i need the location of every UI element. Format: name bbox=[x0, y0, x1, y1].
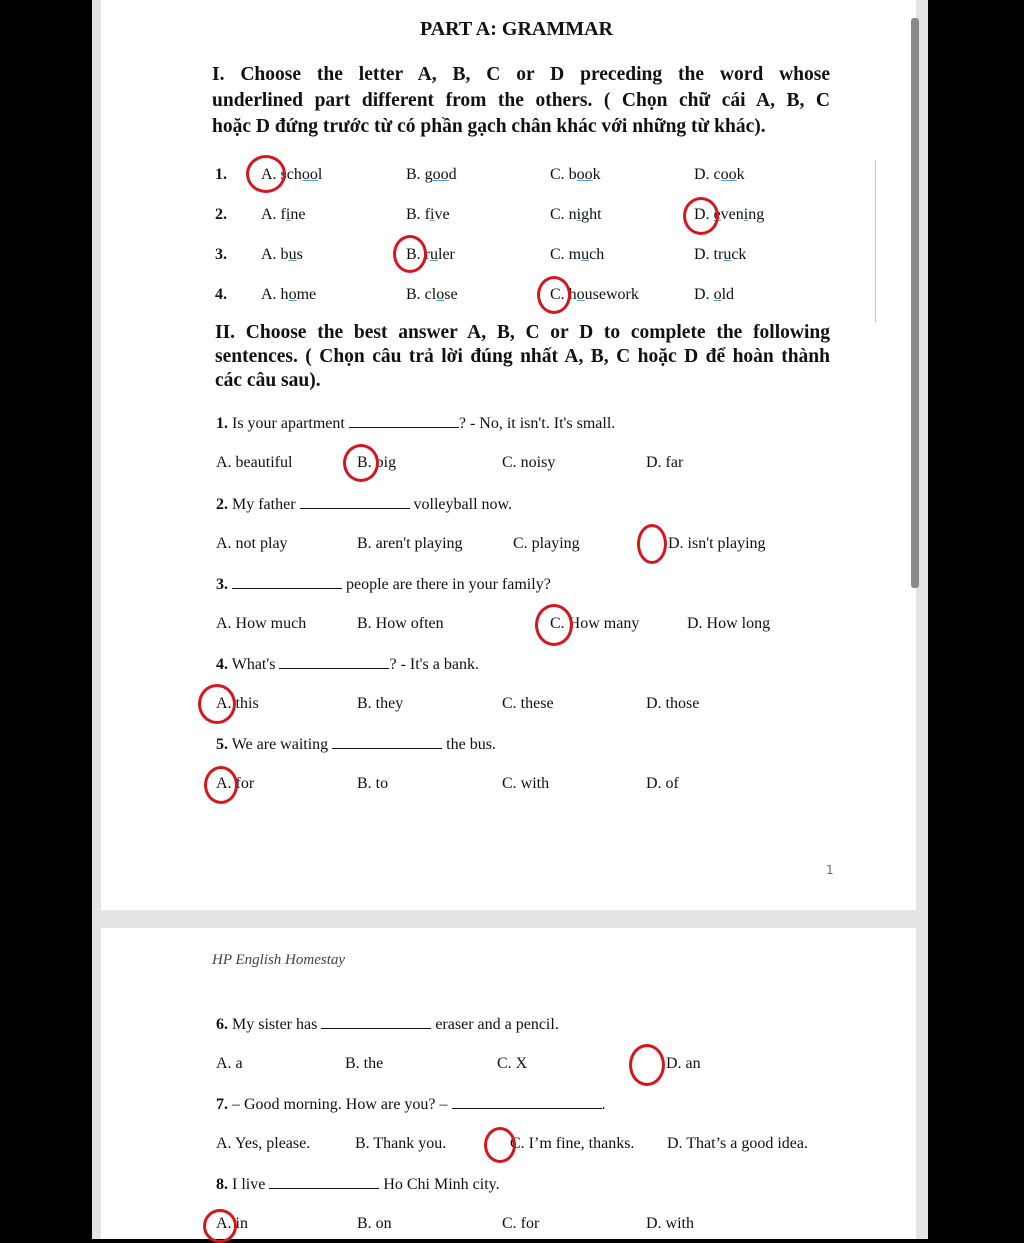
page-number: 1 bbox=[826, 863, 834, 877]
answer-blank[interactable] bbox=[232, 574, 342, 589]
answer-option[interactable]: D. isn't playing bbox=[668, 535, 766, 552]
answer-option[interactable]: B. to bbox=[357, 775, 389, 792]
answer-option[interactable]: D. That’s a good idea. bbox=[667, 1135, 809, 1152]
answer-blank[interactable] bbox=[452, 1094, 602, 1109]
answer-circle-mark bbox=[204, 766, 238, 804]
answer-option[interactable]: B. good bbox=[406, 166, 457, 183]
underlined-part: o bbox=[288, 286, 297, 303]
page-title: PART A: GRAMMAR bbox=[420, 18, 613, 40]
underlined-part: u bbox=[581, 246, 590, 263]
answer-option[interactable]: C. much bbox=[550, 246, 605, 263]
answer-option[interactable]: D. cook bbox=[694, 166, 745, 183]
answer-blank[interactable] bbox=[332, 734, 442, 749]
underlined-part: i bbox=[285, 206, 291, 223]
answer-blank[interactable] bbox=[349, 413, 459, 428]
question-text: 2. My father volleyball now. bbox=[216, 496, 513, 513]
section1-heading-line: underlined part different from the others. ( Chọn chữ cái A, B, C bbox=[212, 90, 830, 111]
question-number: 3. bbox=[216, 576, 228, 593]
underlined-part: oo bbox=[432, 166, 449, 183]
question-number: 4. bbox=[216, 656, 228, 673]
answer-option[interactable]: C. How many bbox=[550, 615, 640, 632]
answer-option[interactable]: C. for bbox=[502, 1215, 540, 1232]
answer-circle-mark bbox=[198, 684, 236, 724]
answer-option[interactable]: B. ruler bbox=[406, 246, 455, 263]
answer-option[interactable]: A. bus bbox=[261, 246, 303, 263]
answer-option[interactable]: A. Yes, please. bbox=[216, 1135, 311, 1152]
answer-option[interactable]: C. I’m fine, thanks. bbox=[510, 1135, 635, 1152]
answer-option[interactable]: D. evening bbox=[694, 206, 765, 223]
answer-option[interactable]: C. housework bbox=[550, 286, 639, 303]
underlined-part: o bbox=[576, 286, 585, 303]
underlined-part: i bbox=[430, 206, 435, 223]
question-text: 7. – Good morning. How are you? – . bbox=[216, 1096, 606, 1113]
answer-circle-mark bbox=[393, 235, 427, 273]
answer-option[interactable]: D. an bbox=[666, 1055, 701, 1072]
question-number: 1. bbox=[216, 415, 228, 432]
answer-circle-mark bbox=[683, 197, 719, 235]
question-text: 3. people are there in your family? bbox=[216, 576, 551, 593]
answer-circle-mark bbox=[535, 604, 573, 646]
answer-option[interactable]: A. home bbox=[261, 286, 317, 303]
answer-option[interactable]: C. these bbox=[502, 695, 554, 712]
underlined-part: i bbox=[576, 206, 582, 223]
section2-heading bbox=[215, 321, 830, 393]
underlined-part: oo bbox=[576, 166, 593, 183]
answer-option[interactable]: A. fine bbox=[261, 206, 306, 223]
underlined-part: o bbox=[436, 286, 445, 303]
question-text: 5. We are waiting the bus. bbox=[216, 736, 496, 753]
question-text: 8. I live Ho Chi Minh city. bbox=[216, 1176, 500, 1193]
answer-option[interactable]: C. night bbox=[550, 206, 602, 223]
answer-option[interactable]: B. on bbox=[357, 1215, 392, 1232]
section1-heading bbox=[212, 62, 830, 140]
question-number: 6. bbox=[216, 1016, 228, 1033]
answer-circle-mark bbox=[246, 155, 286, 193]
section1-heading-line: I. Choose the letter A, B, C or D preceding the word whose bbox=[212, 64, 830, 85]
answer-option[interactable]: C. playing bbox=[513, 535, 580, 552]
underlined-part: u bbox=[723, 246, 732, 263]
answer-circle-mark bbox=[637, 524, 667, 564]
underlined-part: e bbox=[713, 206, 721, 223]
question-number: 7. bbox=[216, 1096, 228, 1113]
answer-circle-mark bbox=[484, 1127, 516, 1163]
answer-blank[interactable] bbox=[321, 1014, 431, 1029]
answer-circle-mark bbox=[343, 444, 379, 482]
answer-option[interactable]: A. this bbox=[216, 695, 259, 712]
answer-option[interactable]: D. far bbox=[646, 454, 684, 471]
answer-option[interactable]: A. in bbox=[216, 1215, 248, 1232]
answer-option[interactable]: B. they bbox=[357, 695, 404, 712]
answer-option[interactable]: B. five bbox=[406, 206, 450, 223]
answer-option[interactable]: C. with bbox=[502, 775, 550, 792]
question-number: 4. bbox=[215, 286, 227, 303]
answer-option[interactable]: A. How much bbox=[216, 615, 307, 632]
answer-blank[interactable] bbox=[279, 654, 389, 669]
answer-option[interactable]: A. for bbox=[216, 775, 255, 792]
question-number: 2. bbox=[216, 496, 228, 513]
section2-heading-line: II. Choose the best answer A, B, C or D to complete the following bbox=[215, 322, 830, 343]
answer-blank[interactable] bbox=[269, 1174, 379, 1189]
vertical-scrollbar[interactable] bbox=[911, 18, 919, 588]
question-number: 3. bbox=[215, 246, 227, 263]
underlined-part: i bbox=[743, 206, 749, 223]
answer-blank[interactable] bbox=[300, 494, 410, 509]
underlined-part: oo bbox=[720, 166, 737, 183]
answer-option[interactable]: B. Thank you. bbox=[355, 1135, 447, 1152]
answer-option[interactable]: B. the bbox=[345, 1055, 384, 1072]
answer-circle-mark bbox=[537, 276, 571, 314]
answer-option[interactable]: C. noisy bbox=[502, 454, 556, 471]
answer-option[interactable]: D. How long bbox=[687, 615, 771, 632]
question-number: 5. bbox=[216, 736, 228, 753]
answer-option[interactable]: A. not play bbox=[216, 535, 288, 552]
section1-heading-line: hoặc D đứng trước từ có phần gạch chân khác với những từ khác). bbox=[212, 116, 766, 137]
section2-heading-line: sentences. ( Chọn câu trả lời đúng nhất A, B, C hoặc D để hoàn thành bbox=[215, 346, 830, 367]
answer-option[interactable]: A. a bbox=[216, 1055, 243, 1072]
question-number: 1. bbox=[215, 166, 227, 183]
answer-option[interactable]: B. How often bbox=[357, 615, 444, 632]
answer-option[interactable]: D. old bbox=[694, 286, 735, 303]
answer-option[interactable]: A. school bbox=[261, 166, 323, 183]
question-number: 8. bbox=[216, 1176, 228, 1193]
answer-option[interactable]: B. big bbox=[357, 454, 397, 471]
answer-option[interactable]: D. those bbox=[646, 695, 700, 712]
question-text: 4. What's ? - It's a bank. bbox=[216, 656, 479, 673]
underlined-part: u bbox=[430, 246, 438, 263]
answer-option[interactable]: C. book bbox=[550, 166, 601, 183]
answer-option[interactable]: D. of bbox=[646, 775, 679, 792]
underlined-part: oo bbox=[301, 166, 318, 183]
answer-option[interactable]: A. beautiful bbox=[216, 454, 293, 471]
question-number: 2. bbox=[215, 206, 227, 223]
question-text: 1. Is your apartment ? - No, it isn't. It's small. bbox=[216, 415, 616, 432]
answer-circle-mark bbox=[629, 1044, 665, 1086]
answer-option[interactable]: D. with bbox=[646, 1215, 694, 1232]
underlined-part: o bbox=[713, 286, 722, 303]
section2-heading-line: các câu sau). bbox=[215, 370, 321, 391]
answer-option[interactable]: C. X bbox=[497, 1055, 528, 1072]
question-text: 6. My sister has eraser and a pencil. bbox=[216, 1016, 559, 1033]
answer-circle-mark bbox=[203, 1209, 237, 1243]
page-header: HP English Homestay bbox=[212, 952, 346, 968]
answer-option[interactable]: B. aren't playing bbox=[357, 535, 463, 552]
margin-line bbox=[875, 160, 876, 322]
underlined-part: u bbox=[288, 246, 297, 263]
answer-option[interactable]: B. close bbox=[406, 286, 458, 303]
answer-option[interactable]: D. truck bbox=[694, 246, 747, 263]
